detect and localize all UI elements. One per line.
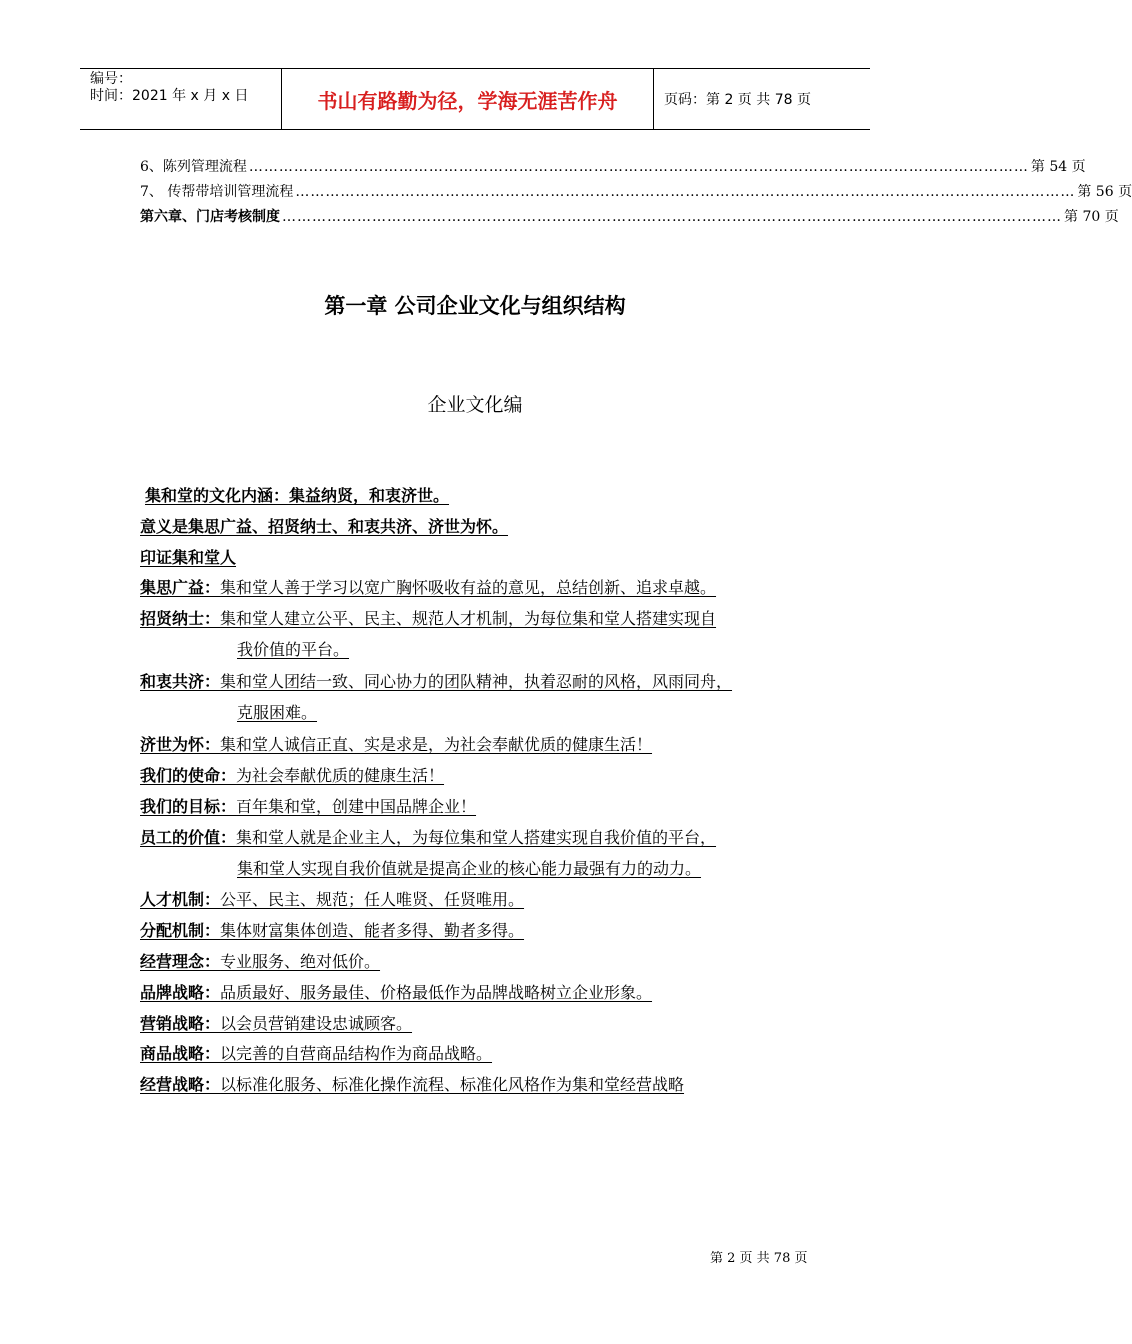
item-text: 百年集和堂，创建中国品牌企业！ — [236, 797, 477, 816]
culture-connotation: 集和堂的文化内涵：集益纳贤，和衷济世。 — [145, 486, 450, 505]
toc-leader: ………………………………………………………………………………………………………………………………………… — [295, 184, 1076, 200]
culture-item — [140, 1014, 412, 1034]
item-key: 我们的目标： — [140, 797, 237, 816]
item-key: 员工的价值： — [140, 828, 237, 847]
toc-label: 7、 传帮带培训管理流程 — [140, 184, 294, 200]
item-continuation: 克服困难。 — [237, 703, 318, 722]
culture-item — [140, 921, 524, 941]
item-text: 集和堂人善于学习以宽广胸怀吸收有益的意见，总结创新、追求卓越。 — [220, 578, 717, 597]
culture-item — [140, 609, 716, 629]
item-text: 专业服务、绝对低价。 — [220, 952, 381, 971]
toc-entry — [140, 206, 1119, 228]
page-footer: 第 2 页 共 78 页 — [710, 1251, 808, 1266]
toc-page: 第 56 页 — [1077, 184, 1132, 200]
culture-imprint: 印证集和堂人 — [140, 548, 237, 567]
item-key: 人才机制： — [140, 890, 221, 909]
item-text: 集体财富集体创造、能者多得、勤者多得。 — [220, 921, 525, 940]
culture-item — [140, 952, 380, 972]
toc-entry — [140, 181, 1132, 203]
item-key: 品牌战略： — [140, 983, 221, 1002]
culture-item — [140, 1044, 492, 1064]
toc-entry — [140, 156, 1086, 178]
item-continuation: 集和堂人实现自我价值就是提高企业的核心能力最强有力的动力。 — [237, 859, 702, 878]
item-continuation: 我价值的平台。 — [237, 640, 350, 659]
header-page-label: 页码：第 2 页 共 78 页 — [664, 92, 811, 108]
item-key: 集思广益： — [140, 578, 221, 597]
culture-meaning: 意义是集思广益、招贤纳士、和衷共济、济世为怀。 — [140, 517, 509, 536]
item-key: 营销战略： — [140, 1014, 221, 1033]
chapter-title: 第一章 公司企业文化与组织结构 — [324, 294, 626, 318]
item-key: 商品战略： — [140, 1044, 221, 1063]
item-key: 济世为怀： — [140, 735, 221, 754]
culture-item — [140, 983, 652, 1003]
page-header — [80, 68, 870, 130]
culture-item — [140, 578, 716, 598]
item-text: 以标准化服务、标准化操作流程、标准化风格作为集和堂经营战略 — [220, 1075, 685, 1094]
culture-item — [140, 1075, 684, 1095]
culture-item — [140, 735, 652, 755]
toc-leader: ………………………………………………………………………………………………………………………………………… — [282, 209, 1062, 225]
toc-label: 6、陈列管理流程 — [140, 159, 247, 175]
toc-page: 第 54 页 — [1030, 159, 1086, 175]
culture-item — [140, 797, 476, 817]
item-text: 集和堂人诚信正直、实是求是，为社会奉献优质的健康生活！ — [220, 735, 653, 754]
header-meta — [80, 69, 282, 129]
section-title: 企业文化编 — [427, 394, 523, 416]
toc-label: 第六章、门店考核制度 — [140, 209, 280, 225]
toc-leader: ………………………………………………………………………………………………………………………………………… — [248, 159, 1029, 175]
culture-item — [140, 672, 732, 692]
item-key: 招贤纳士： — [140, 609, 221, 628]
number-label: 编号： — [90, 71, 132, 87]
culture-item — [140, 766, 444, 786]
item-key: 经营战略： — [140, 1075, 221, 1094]
item-key: 分配机制： — [140, 921, 221, 940]
toc-page: 第 70 页 — [1064, 209, 1119, 225]
item-text: 为社会奉献优质的健康生活！ — [236, 766, 445, 785]
item-key: 和衷共济： — [140, 672, 221, 691]
item-text: 集和堂人团结一致、同心协力的团队精神，执着忍耐的风格，风雨同舟， — [220, 672, 733, 691]
culture-item — [140, 890, 524, 910]
item-key: 我们的使命： — [140, 766, 237, 785]
item-text: 品质最好、服务最佳、价格最低作为品牌战略树立企业形象。 — [220, 983, 653, 1002]
header-motto: 书山有路勤为径，学海无涯苦作舟 — [282, 69, 654, 129]
culture-item — [140, 828, 716, 848]
item-key: 经营理念： — [140, 952, 221, 971]
item-text: 集和堂人建立公平、民主、规范人才机制，为每位集和堂人搭建实现自 — [220, 609, 717, 628]
item-text: 以会员营销建设忠诚顾客。 — [220, 1014, 413, 1033]
item-text: 公平、民主、规范；任人唯贤、任贤唯用。 — [220, 890, 525, 909]
item-text: 以完善的自营商品结构作为商品战略。 — [220, 1044, 493, 1063]
item-text: 集和堂人就是企业主人，为每位集和堂人搭建实现自我价值的平台， — [236, 828, 717, 847]
date-label: 时间：2021 年 x 月 x 日 — [90, 88, 249, 104]
